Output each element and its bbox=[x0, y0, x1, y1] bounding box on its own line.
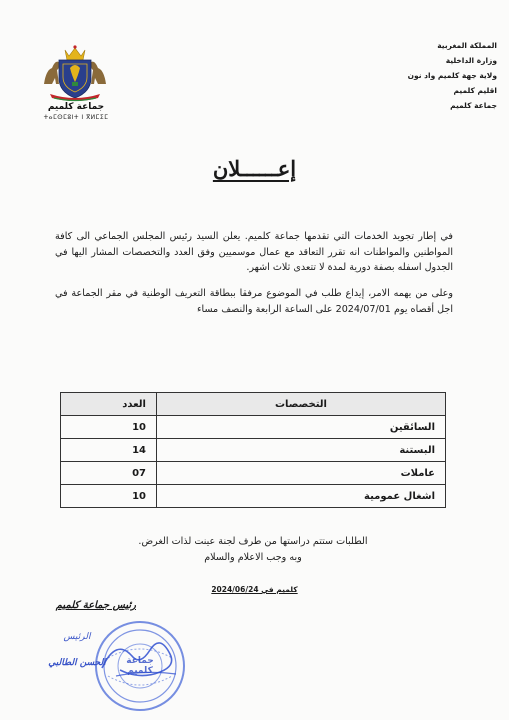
issue-date-text: كلميم في 2024/06/24 bbox=[211, 585, 298, 594]
table-header-row bbox=[61, 393, 446, 416]
table-row bbox=[61, 462, 446, 485]
row-count: 10 bbox=[61, 416, 157, 439]
row-specialty: اشغال عمومية bbox=[157, 485, 446, 508]
body-paragraph-1: في إطار تجويد الخدمات التي تقدمها جماعة كلميم. يعلن السيد رئيس المجلس الجماعي الى كافة المواطنين والمواطنات انه تقرر التعاقد مع عمال موسميين وفق العدد والتخصصات المشار اليها في الجدول اسفله بصفة دورية لمدة لا تتعدى ثلاث اشهر. bbox=[55, 231, 453, 273]
signatory-name: الحسن الطالبي bbox=[48, 658, 106, 668]
specialties-table bbox=[60, 392, 446, 508]
table-row bbox=[61, 485, 446, 508]
row-specialty: السائقين bbox=[157, 416, 446, 439]
row-count: 10 bbox=[61, 485, 157, 508]
row-specialty: عاملات bbox=[157, 462, 446, 485]
signatory-title: رئيس جماعة كلميم bbox=[55, 600, 136, 611]
issue-date bbox=[0, 585, 509, 594]
header-line-ministry: وزارة الداخلية bbox=[445, 56, 497, 65]
signatory-role: الرئيس bbox=[63, 632, 91, 642]
header-specialty: التخصصات bbox=[157, 393, 446, 416]
header-count: العدد bbox=[61, 393, 157, 416]
header-line-kingdom: المملكة المغربية bbox=[437, 41, 497, 50]
row-count: 14 bbox=[61, 439, 157, 462]
body-paragraph-2: وعلى من يهمه الامر، إيداع طلب في الموضوع مرفقا ببطاقة التعريف الوطنية في مقر الجماعة في اجل أقصاه يوم 2024/07/01 على الساعة الرابعة والنصف مساء bbox=[55, 288, 453, 315]
official-header bbox=[327, 38, 497, 113]
logo-commune-name: جماعة كلميم bbox=[47, 102, 105, 112]
header-line-wilaya: ولاية جهة كلميم واد نون bbox=[407, 71, 497, 80]
table-row bbox=[61, 416, 446, 439]
stamp-text: جماعة كلميم bbox=[126, 656, 154, 676]
header-line-province: اقليم كلميم bbox=[453, 86, 497, 95]
header-line-commune: جماعة كلميم bbox=[450, 101, 497, 110]
logo-tifinagh-name: ⵜⴰⵎⵙⵎⵓⵏⵜ ⵏ ⴳⵍⵎⵉⵎ bbox=[43, 114, 109, 121]
table-row bbox=[61, 439, 446, 462]
closing-text bbox=[60, 534, 446, 566]
closing-line-2: وبه وجب الاعلام والسلام bbox=[204, 552, 302, 563]
row-specialty: البستنة bbox=[157, 439, 446, 462]
row-count: 07 bbox=[61, 462, 157, 485]
announcement-title bbox=[0, 156, 509, 181]
commune-logo-icon bbox=[40, 38, 110, 104]
title-text: إعــــــلان bbox=[212, 156, 297, 181]
closing-line-1: الطلبات ستتم دراستها من طرف لجنة عينت لذات الغرض. bbox=[138, 536, 368, 547]
